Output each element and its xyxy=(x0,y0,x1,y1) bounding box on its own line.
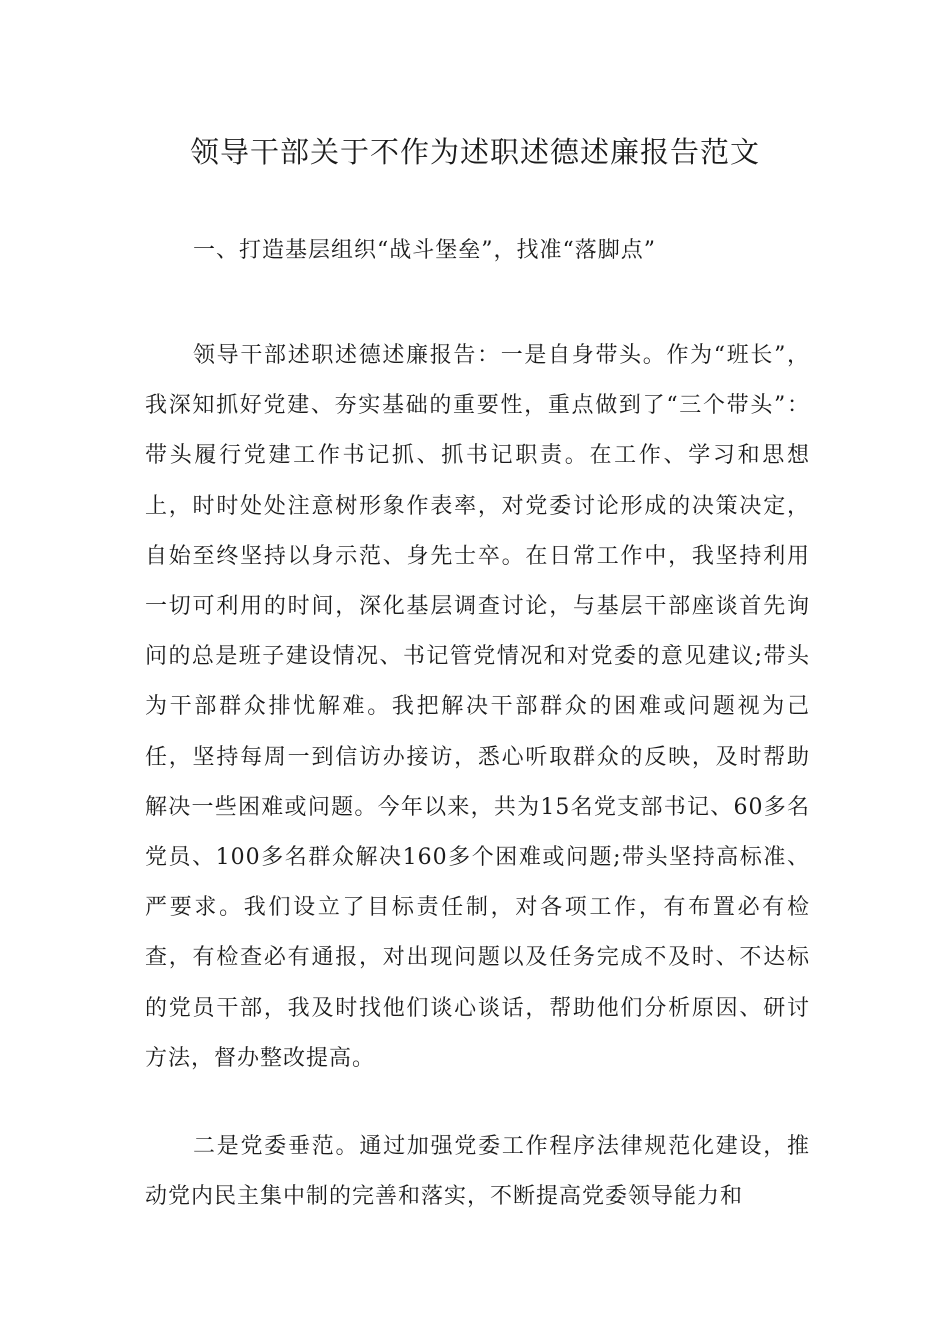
body-paragraph-2: 二是党委垂范。通过加强党委工作程序法律规范化建设，推动党内民主集中制的完善和落实，不断提高党委领导能力和 xyxy=(145,1134,810,1210)
body-paragraph-1: 领导干部述职述德述廉报告：一是自身带头。作为“班长”，我深知抓好党建、夯实基础的重要性，重点做到了“三个带头”：带头履行党建工作书记抓、抓书记职责。在工作、学习和思想上，时时处处注意树形象作表率，对党委讨论形成的决策决定，自始至终坚持以身示范、身先士卒。在日常工作中，我坚持利用一切可利用的时间，深化基层调查讨论，与基层干部座谈首先询问的总是班子建设情况、书记管党情况和对党委的意见建议;带头为干部群众排忧解难。我把解决干部群众的困难或问题视为己任，坚持每周一到信访办接访，悉心听取群众的反映，及时帮助解决一些困难或问题。今年以来，共为15名党支部书记、60多名党员、100多名群众解决160多个困难或问题;带头坚持高标准、严要求。我们设立了目标责任制，对各项工作，有布置必有检查，有检查必有通报，对出现问题以及任务完成不及时、不达标的党员干部，我及时找他们谈心谈话，帮助他们分析原因、研讨方法，督办整改提高。 xyxy=(145,343,810,1071)
section-heading: 一、打造基层组织“战斗堡垒”，找准“落脚点” xyxy=(193,238,656,263)
document-title: 领导干部关于不作为述职述德述廉报告范文 xyxy=(189,135,760,169)
